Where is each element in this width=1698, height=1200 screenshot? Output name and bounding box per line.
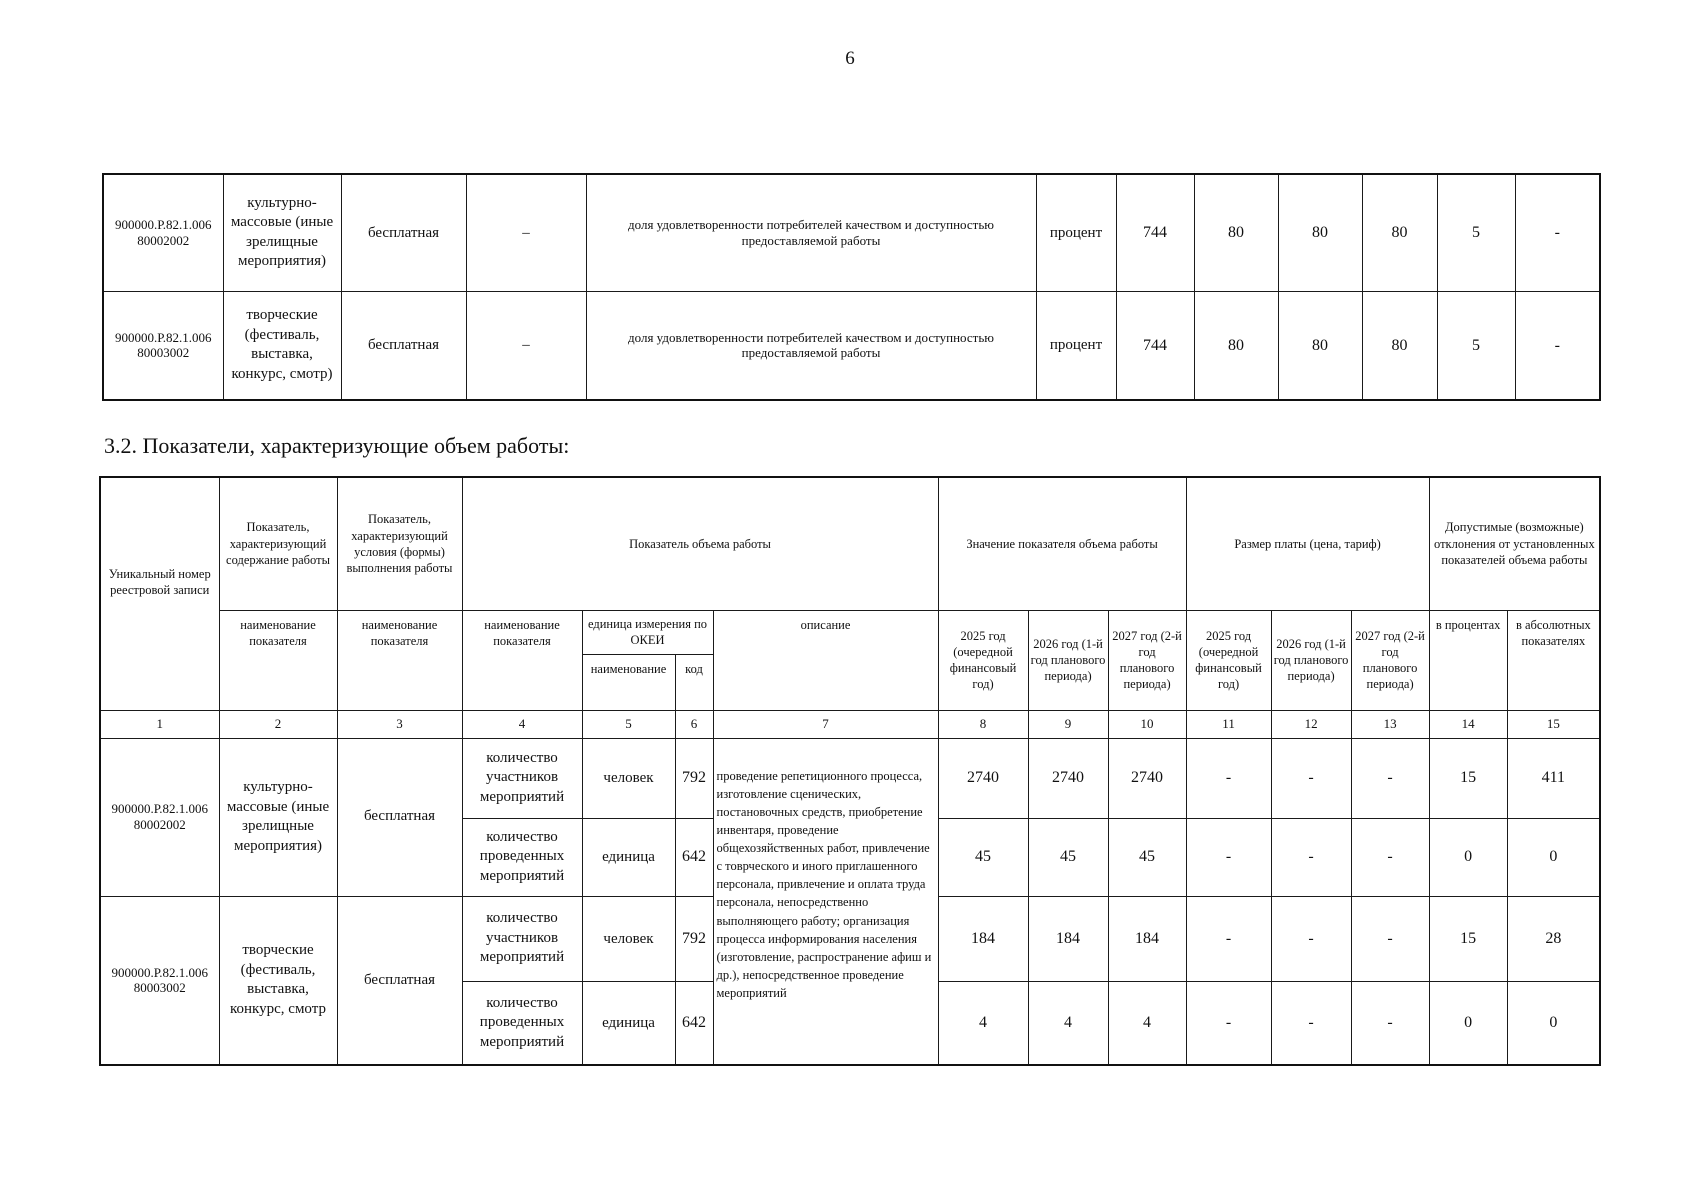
indicator-name-header: наименование показателя	[462, 610, 582, 710]
unit-code: 642	[675, 981, 713, 1065]
unit-code: 792	[675, 738, 713, 818]
header-row	[100, 477, 1600, 610]
unit-code: 642	[675, 818, 713, 896]
value-2026: 80	[1278, 174, 1362, 291]
value-2025: 80	[1194, 174, 1278, 291]
deviation-absolute: 411	[1507, 738, 1600, 818]
value-2026: 45	[1028, 818, 1108, 896]
deviation-absolute: -	[1515, 291, 1600, 400]
fee-2025: -	[1186, 738, 1271, 818]
volume-indicator-header: Показатель объема работы	[462, 477, 938, 610]
fee-2027: -	[1351, 981, 1429, 1065]
value-2027: 80	[1362, 174, 1437, 291]
value-2025: 45	[938, 818, 1028, 896]
okei-unit-header: единица измерения по ОКЕИ	[582, 610, 713, 654]
column-number: 3	[337, 710, 462, 738]
volume-indicators-table	[99, 476, 1601, 1066]
content-indicator: культурно-массовые (иные зрелищные мероприятия)	[223, 174, 341, 291]
fee-2026: -	[1271, 818, 1351, 896]
volume-indicator-name: количество участников мероприятий	[462, 896, 582, 981]
registry-code: 900000.Р.82.1.006 80003002	[100, 896, 219, 1065]
fee-2027-header: 2027 год (2-й год планового периода)	[1351, 610, 1429, 710]
value-2026-header: 2026 год (1-й год планового периода)	[1028, 610, 1108, 710]
value-2026: 2740	[1028, 738, 1108, 818]
value-2027: 2740	[1108, 738, 1186, 818]
condition-indicator: бесплатная	[341, 174, 466, 291]
value-2025: 80	[1194, 291, 1278, 400]
unit-name: единица	[582, 818, 675, 896]
quality-indicators-table	[102, 173, 1601, 401]
condition-indicator: бесплатная	[337, 738, 462, 896]
deviation-percent-header: в процентах	[1429, 610, 1507, 710]
column-number: 12	[1271, 710, 1351, 738]
deviation-absolute: -	[1515, 174, 1600, 291]
value-2027: 45	[1108, 818, 1186, 896]
deviation-header: Допустимые (возможные) отклонения от установленных показателей объема работы	[1429, 477, 1600, 610]
deviation-percent: 5	[1437, 291, 1515, 400]
volume-value-header: Значение показателя объема работы	[938, 477, 1186, 610]
unit-name: человек	[582, 896, 675, 981]
value-2026: 4	[1028, 981, 1108, 1065]
column-number: 9	[1028, 710, 1108, 738]
work-description: проведение репетиционного процесса, изготовление сценических, постановочных средств, приобретение инвентаря, проведение общехозяйственных работ, привлечение с товрческого и иного приглашенного персонала, привлечение и оплата труда персонала, непосредственно выполняющего работу; организация процесса информирования населения (изготовление, распространение афиш и др.), непосредственное проведение мероприятий	[713, 738, 938, 1065]
header-row	[100, 610, 1600, 654]
deviation-percent: 0	[1429, 981, 1507, 1065]
deviation-percent: 5	[1437, 174, 1515, 291]
column-number: 10	[1108, 710, 1186, 738]
dash-cell: –	[466, 291, 586, 400]
column-number-row	[100, 710, 1600, 738]
unit-name: единица	[582, 981, 675, 1065]
value-2025: 4	[938, 981, 1028, 1065]
volume-indicator-name: количество проведенных мероприятий	[462, 818, 582, 896]
column-number: 5	[582, 710, 675, 738]
value-2027: 184	[1108, 896, 1186, 981]
content-indicator: творческие (фестиваль, выставка, конкурс, смотр)	[223, 291, 341, 400]
dash-cell: –	[466, 174, 586, 291]
deviation-absolute: 0	[1507, 981, 1600, 1065]
unit-code: 744	[1116, 174, 1194, 291]
deviation-percent: 0	[1429, 818, 1507, 896]
value-2025-header: 2025 год (очередной финансовый год)	[938, 610, 1028, 710]
value-2026: 80	[1278, 291, 1362, 400]
indicator-name-header: наименование показателя	[337, 610, 462, 710]
indicator-name-header: наименование показателя	[219, 610, 337, 710]
fee-2025-header: 2025 год (очередной финансовый год)	[1186, 610, 1271, 710]
fee-2025: -	[1186, 818, 1271, 896]
unit-code: 744	[1116, 291, 1194, 400]
content-indicator-header: Показатель, характеризующий содержание работы	[219, 477, 337, 610]
value-2025: 2740	[938, 738, 1028, 818]
unit-code-header: код	[675, 654, 713, 710]
quality-indicator-name: доля удовлетворенности потребителей качеством и доступностью предоставляемой работы	[586, 291, 1036, 400]
column-number: 6	[675, 710, 713, 738]
unit-name: человек	[582, 738, 675, 818]
fee-2026-header: 2026 год (1-й год планового периода)	[1271, 610, 1351, 710]
registry-code: 900000.Р.82.1.006 80003002	[103, 291, 223, 400]
description-header: описание	[713, 610, 938, 710]
section-heading: 3.2. Показатели, характеризующие объем работы:	[104, 433, 570, 458]
unit-code: 792	[675, 896, 713, 981]
fee-2027: -	[1351, 896, 1429, 981]
page-number: 6	[845, 48, 855, 69]
value-2025: 184	[938, 896, 1028, 981]
column-number: 1	[100, 710, 219, 738]
quality-indicator-name: доля удовлетворенности потребителей качеством и доступностью предоставляемой работы	[586, 174, 1036, 291]
fee-2025: -	[1186, 896, 1271, 981]
value-2027: 4	[1108, 981, 1186, 1065]
deviation-absolute: 0	[1507, 818, 1600, 896]
value-2027-header: 2027 год (2-й год планового периода)	[1108, 610, 1186, 710]
deviation-percent: 15	[1429, 896, 1507, 981]
table-row	[103, 174, 1600, 291]
unit-name: процент	[1036, 291, 1116, 400]
table-row	[103, 291, 1600, 400]
fee-2026: -	[1271, 896, 1351, 981]
registry-code: 900000.Р.82.1.006 80002002	[103, 174, 223, 291]
content-indicator: творческие (фестиваль, выставка, конкурс, смотр	[219, 896, 337, 1065]
condition-indicator: бесплатная	[337, 896, 462, 1065]
fee-2026: -	[1271, 738, 1351, 818]
column-number: 15	[1507, 710, 1600, 738]
table-row	[100, 738, 1600, 818]
volume-indicator-name: количество участников мероприятий	[462, 738, 582, 818]
value-2026: 184	[1028, 896, 1108, 981]
fee-2025: -	[1186, 981, 1271, 1065]
column-number: 2	[219, 710, 337, 738]
fee-2027: -	[1351, 818, 1429, 896]
registry-number-header: Уникальный номер реестровой записи	[100, 477, 219, 710]
deviation-absolute: 28	[1507, 896, 1600, 981]
content-indicator: культурно-массовые (иные зрелищные мероприятия)	[219, 738, 337, 896]
column-number: 4	[462, 710, 582, 738]
condition-indicator: бесплатная	[341, 291, 466, 400]
column-number: 13	[1351, 710, 1429, 738]
fee-2027: -	[1351, 738, 1429, 818]
unit-name-header: наименование	[582, 654, 675, 710]
column-number: 8	[938, 710, 1028, 738]
registry-code: 900000.Р.82.1.006 80002002	[100, 738, 219, 896]
deviation-percent: 15	[1429, 738, 1507, 818]
deviation-absolute-header: в абсолютных показателях	[1507, 610, 1600, 710]
column-number: 7	[713, 710, 938, 738]
fee-2026: -	[1271, 981, 1351, 1065]
column-number: 14	[1429, 710, 1507, 738]
fee-header: Размер платы (цена, тариф)	[1186, 477, 1429, 610]
condition-indicator-header: Показатель, характеризующий условия (формы) выполнения работы	[337, 477, 462, 610]
volume-indicator-name: количество проведенных мероприятий	[462, 981, 582, 1065]
column-number: 11	[1186, 710, 1271, 738]
unit-name: процент	[1036, 174, 1116, 291]
value-2027: 80	[1362, 291, 1437, 400]
